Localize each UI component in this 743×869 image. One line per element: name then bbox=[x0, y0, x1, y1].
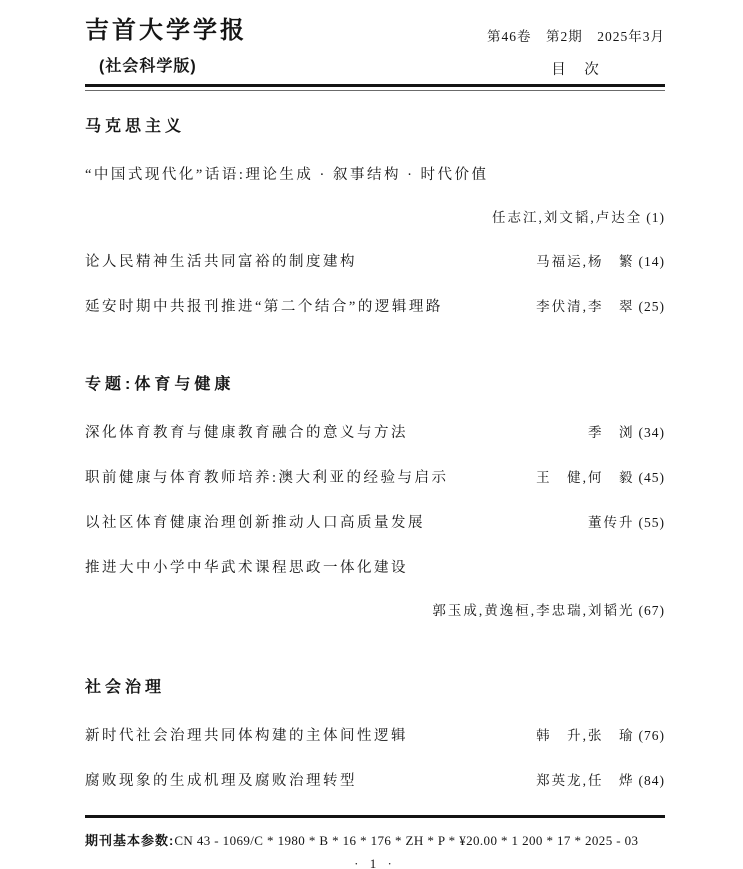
article-authors: 王 健,何 毅 bbox=[536, 470, 635, 485]
article-authors-ref bbox=[576, 423, 665, 443]
page-content bbox=[85, 0, 665, 791]
contents-label: 目 次 bbox=[551, 62, 601, 78]
page-header bbox=[85, 0, 665, 82]
article-authors-line bbox=[85, 602, 665, 620]
toc-section bbox=[85, 375, 665, 620]
article-authors: 韩 升,张 瑜 bbox=[536, 728, 635, 743]
article-row bbox=[85, 558, 665, 578]
journal-masthead bbox=[85, 18, 247, 82]
footer-rule bbox=[85, 815, 665, 818]
article-row bbox=[85, 297, 665, 317]
issue-block bbox=[487, 18, 665, 82]
article-page-number: (76) bbox=[638, 728, 665, 743]
article-title: 新时代社会治理共同体构建的主体间性逻辑 bbox=[85, 728, 408, 744]
article-title: 腐败现象的生成机理及腐败治理转型 bbox=[85, 773, 357, 789]
article-page-number: (84) bbox=[638, 773, 665, 788]
header-rule-thick bbox=[85, 84, 665, 87]
section-heading: 马克思主义 bbox=[85, 118, 186, 135]
issue-info: 第46卷 第2期 2025年3月 bbox=[487, 29, 665, 44]
article-authors-ref bbox=[524, 297, 665, 317]
article-authors: 马福运,杨 繁 bbox=[536, 254, 635, 269]
table-of-contents bbox=[85, 117, 665, 791]
article-authors: 郑英龙,任 烨 bbox=[536, 773, 635, 788]
article-row bbox=[85, 165, 665, 185]
journal-subtitle: (社会科学版) bbox=[99, 58, 197, 76]
article-row bbox=[85, 726, 665, 746]
section-heading: 社会治理 bbox=[85, 679, 166, 696]
toc-section bbox=[85, 117, 665, 317]
article-row bbox=[85, 468, 665, 488]
article-authors-line bbox=[85, 209, 665, 227]
article-authors: 任志江,刘文韬,卢达全 bbox=[492, 210, 643, 225]
journal-params-value: CN 43 - 1069/C * 1980 * B * 16 * 176 * ZH * P * ¥20.00 * 1 200 * 17 * 2025 - 03 bbox=[174, 832, 639, 848]
article-title: 深化体育教育与健康教育融合的意义与方法 bbox=[85, 425, 408, 441]
article-page-number: (55) bbox=[638, 515, 665, 530]
article-title: 推进大中小学中华武术课程思政一体化建设 bbox=[85, 560, 408, 576]
article-authors: 李伏清,李 翠 bbox=[536, 299, 635, 314]
article-authors: 季 浏 bbox=[588, 425, 635, 440]
journal-params-label: 期刊基本参数: bbox=[85, 832, 175, 848]
article-authors-ref bbox=[576, 513, 665, 533]
article-title: 延安时期中共报刊推进“第二个结合”的逻辑理路 bbox=[85, 299, 443, 315]
article-row bbox=[85, 423, 665, 443]
article-row bbox=[85, 513, 665, 533]
header-rule-thin bbox=[85, 90, 665, 91]
article-authors-ref bbox=[524, 771, 665, 791]
article-authors: 郭玉成,黄逸桓,李忠瑞,刘韬光 bbox=[432, 603, 635, 618]
page-footer bbox=[85, 815, 665, 869]
article-title: “中国式现代化”话语:理论生成 · 叙事结构 · 时代价值 bbox=[85, 167, 489, 183]
article-row bbox=[85, 252, 665, 272]
article-authors-ref bbox=[524, 726, 665, 746]
article-row bbox=[85, 771, 665, 791]
article-page-number: (45) bbox=[638, 470, 665, 485]
toc-section bbox=[85, 678, 665, 791]
article-page-number: (25) bbox=[638, 299, 665, 314]
article-title: 职前健康与体育教师培养:澳大利亚的经验与启示 bbox=[85, 470, 449, 486]
article-page-number: (34) bbox=[638, 425, 665, 440]
article-authors-ref bbox=[524, 252, 665, 272]
header-rule bbox=[85, 84, 665, 91]
article-page-number: (14) bbox=[638, 254, 665, 269]
article-authors: 董传升 bbox=[588, 515, 635, 530]
article-title: 以社区体育健康治理创新推动人口高质量发展 bbox=[85, 515, 425, 531]
section-heading: 专题:体育与健康 bbox=[85, 376, 235, 393]
journal-params-line bbox=[85, 830, 665, 849]
page-number: · 1 · bbox=[354, 855, 396, 869]
article-page-number: (67) bbox=[638, 603, 665, 618]
journal-title: 吉首大学学报 bbox=[85, 17, 247, 44]
article-title: 论人民精神生活共同富裕的制度建构 bbox=[85, 254, 357, 270]
article-authors-ref bbox=[524, 468, 665, 488]
article-page-number: (1) bbox=[646, 210, 665, 225]
